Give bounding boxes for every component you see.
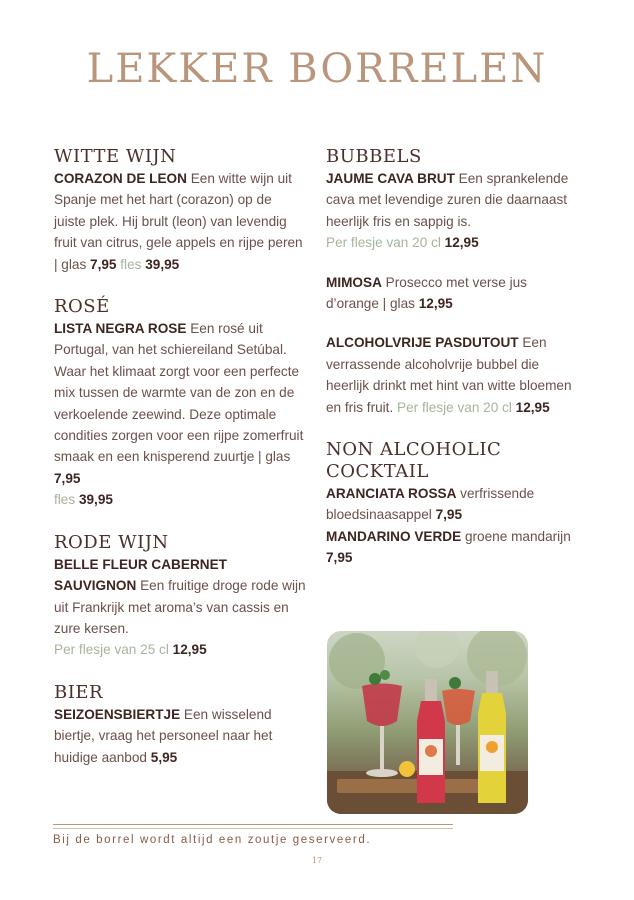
item-description: Prosecco met verse jus d’orange | glas (326, 274, 527, 312)
page-number: 17 (311, 856, 323, 865)
section-heading (326, 439, 576, 483)
fles-price: 12,95 (515, 399, 550, 415)
item-name: ARANCIATA ROSSA (326, 486, 457, 502)
fles-price: 12,95 (444, 235, 479, 251)
item-description: Een rosé uit Portugal, van het schiereiland Setúbal. Waar het klimaat zorgt voor een perfecte mix tussen de warmte van de zon en de verkoelende zeewind. Deze optimale condities zorgen voor een rijpe zomerfruit smaak en een knisperend zuurtje | glas (54, 321, 304, 465)
section-heading: BIER (54, 681, 104, 703)
section-rose (54, 296, 306, 511)
item-name: LISTA NEGRA ROSE (54, 321, 187, 337)
section-witte-wijn (54, 146, 306, 275)
item-description: Een verrassende alcoholvrije bubbel die heerlijk drinkt met hint van witte bloemen en fris fruit. (326, 335, 572, 415)
fles-label: Per flesje van 20 cl (397, 399, 516, 415)
footer-divider-thin (53, 828, 453, 829)
fles-price: 12,95 (172, 642, 207, 658)
drinks-illustration (327, 631, 528, 814)
page-title: LEKKER BORRELEN (86, 46, 548, 92)
item-name: JAUME CAVA BRUT (326, 171, 455, 186)
menu-item-belle-fleur (54, 554, 306, 640)
section-heading: ROSÉ (54, 296, 110, 318)
heading-line-2: COCKTAIL (326, 461, 429, 483)
item-name: MANDARINO VERDE (326, 528, 462, 544)
heading-line-1: NON ALCOHOLIC (326, 439, 502, 461)
fles-label: Per flesje van 20 cl (326, 235, 445, 251)
item-price: 7,95 (54, 470, 81, 486)
spacer (326, 314, 576, 332)
spacer (326, 254, 576, 272)
right-column (326, 146, 576, 590)
drinks-photo (327, 631, 528, 814)
section-heading: WITTE WIJN (54, 146, 177, 167)
item-name: CORAZON DE LEON (54, 171, 187, 186)
item-name: SEIZOENSBIERTJE (54, 706, 181, 722)
menu-item-seizoensbiertje (54, 704, 306, 768)
item-name: ALCOHOLVRIJE PASDUTOUT (326, 335, 519, 351)
section-bier (54, 682, 306, 768)
footer-divider (53, 824, 453, 825)
item-price: 7,95 (435, 507, 463, 523)
menu-item-price-line (54, 639, 306, 660)
item-description: verfrissende bloedsinaasappel (326, 486, 535, 523)
left-column (54, 146, 306, 789)
item-price: 7,95 (326, 550, 353, 566)
item-name: MIMOSA (326, 274, 382, 290)
item-price: 7,95 (90, 256, 117, 272)
item-description: Een wisselend biertje, vraag het personeel naar het huidige aanbod (54, 706, 273, 765)
menu-item-mandarino (326, 526, 576, 569)
menu-item-aranciata (326, 483, 576, 526)
item-description: Een sprankelende cava met levendige zuren die daarnaast heerlijk fris en sappig is. (326, 171, 569, 229)
fles-label: fles (116, 256, 146, 272)
fles-price: 39,95 (145, 256, 180, 272)
item-description: Een witte wijn uit Spanje met het hart (corazon) op de juiste plek. Hij brult (leon) van levendig fruit van citrus, gele appels en rijpe peren | glas (54, 171, 303, 272)
section-bubbels (326, 146, 576, 418)
section-non-alcoholic (326, 439, 576, 569)
section-heading: BUBBELS (326, 146, 422, 167)
menu-item-mimosa (326, 272, 576, 315)
item-name: BELLE FLEUR CABERNET SAUVIGNON (54, 556, 227, 594)
menu-item-jaume-cava (326, 168, 576, 232)
item-price: 5,95 (150, 749, 178, 765)
item-description: Een fruitige droge rode wijn uit Frankrijk met aroma’s van cassis en zure kersen. (54, 578, 306, 636)
menu-item-corazon (54, 168, 306, 275)
fles-price: 39,95 (78, 492, 113, 508)
menu-item-lista-negra (54, 318, 306, 511)
fles-label: Per flesje van 25 cl (54, 642, 173, 658)
footer-note: Bij de borrel wordt altijd een zoutje geserveerd. (53, 834, 372, 846)
menu-item-price-line (326, 232, 576, 253)
item-description: groene mandarijn (461, 528, 571, 544)
menu-item-pasdutout (326, 332, 576, 418)
section-heading: RODE WIJN (54, 531, 169, 553)
item-price: 12,95 (418, 296, 453, 312)
fles-label: fles (54, 492, 79, 508)
section-rode-wijn (54, 532, 306, 661)
